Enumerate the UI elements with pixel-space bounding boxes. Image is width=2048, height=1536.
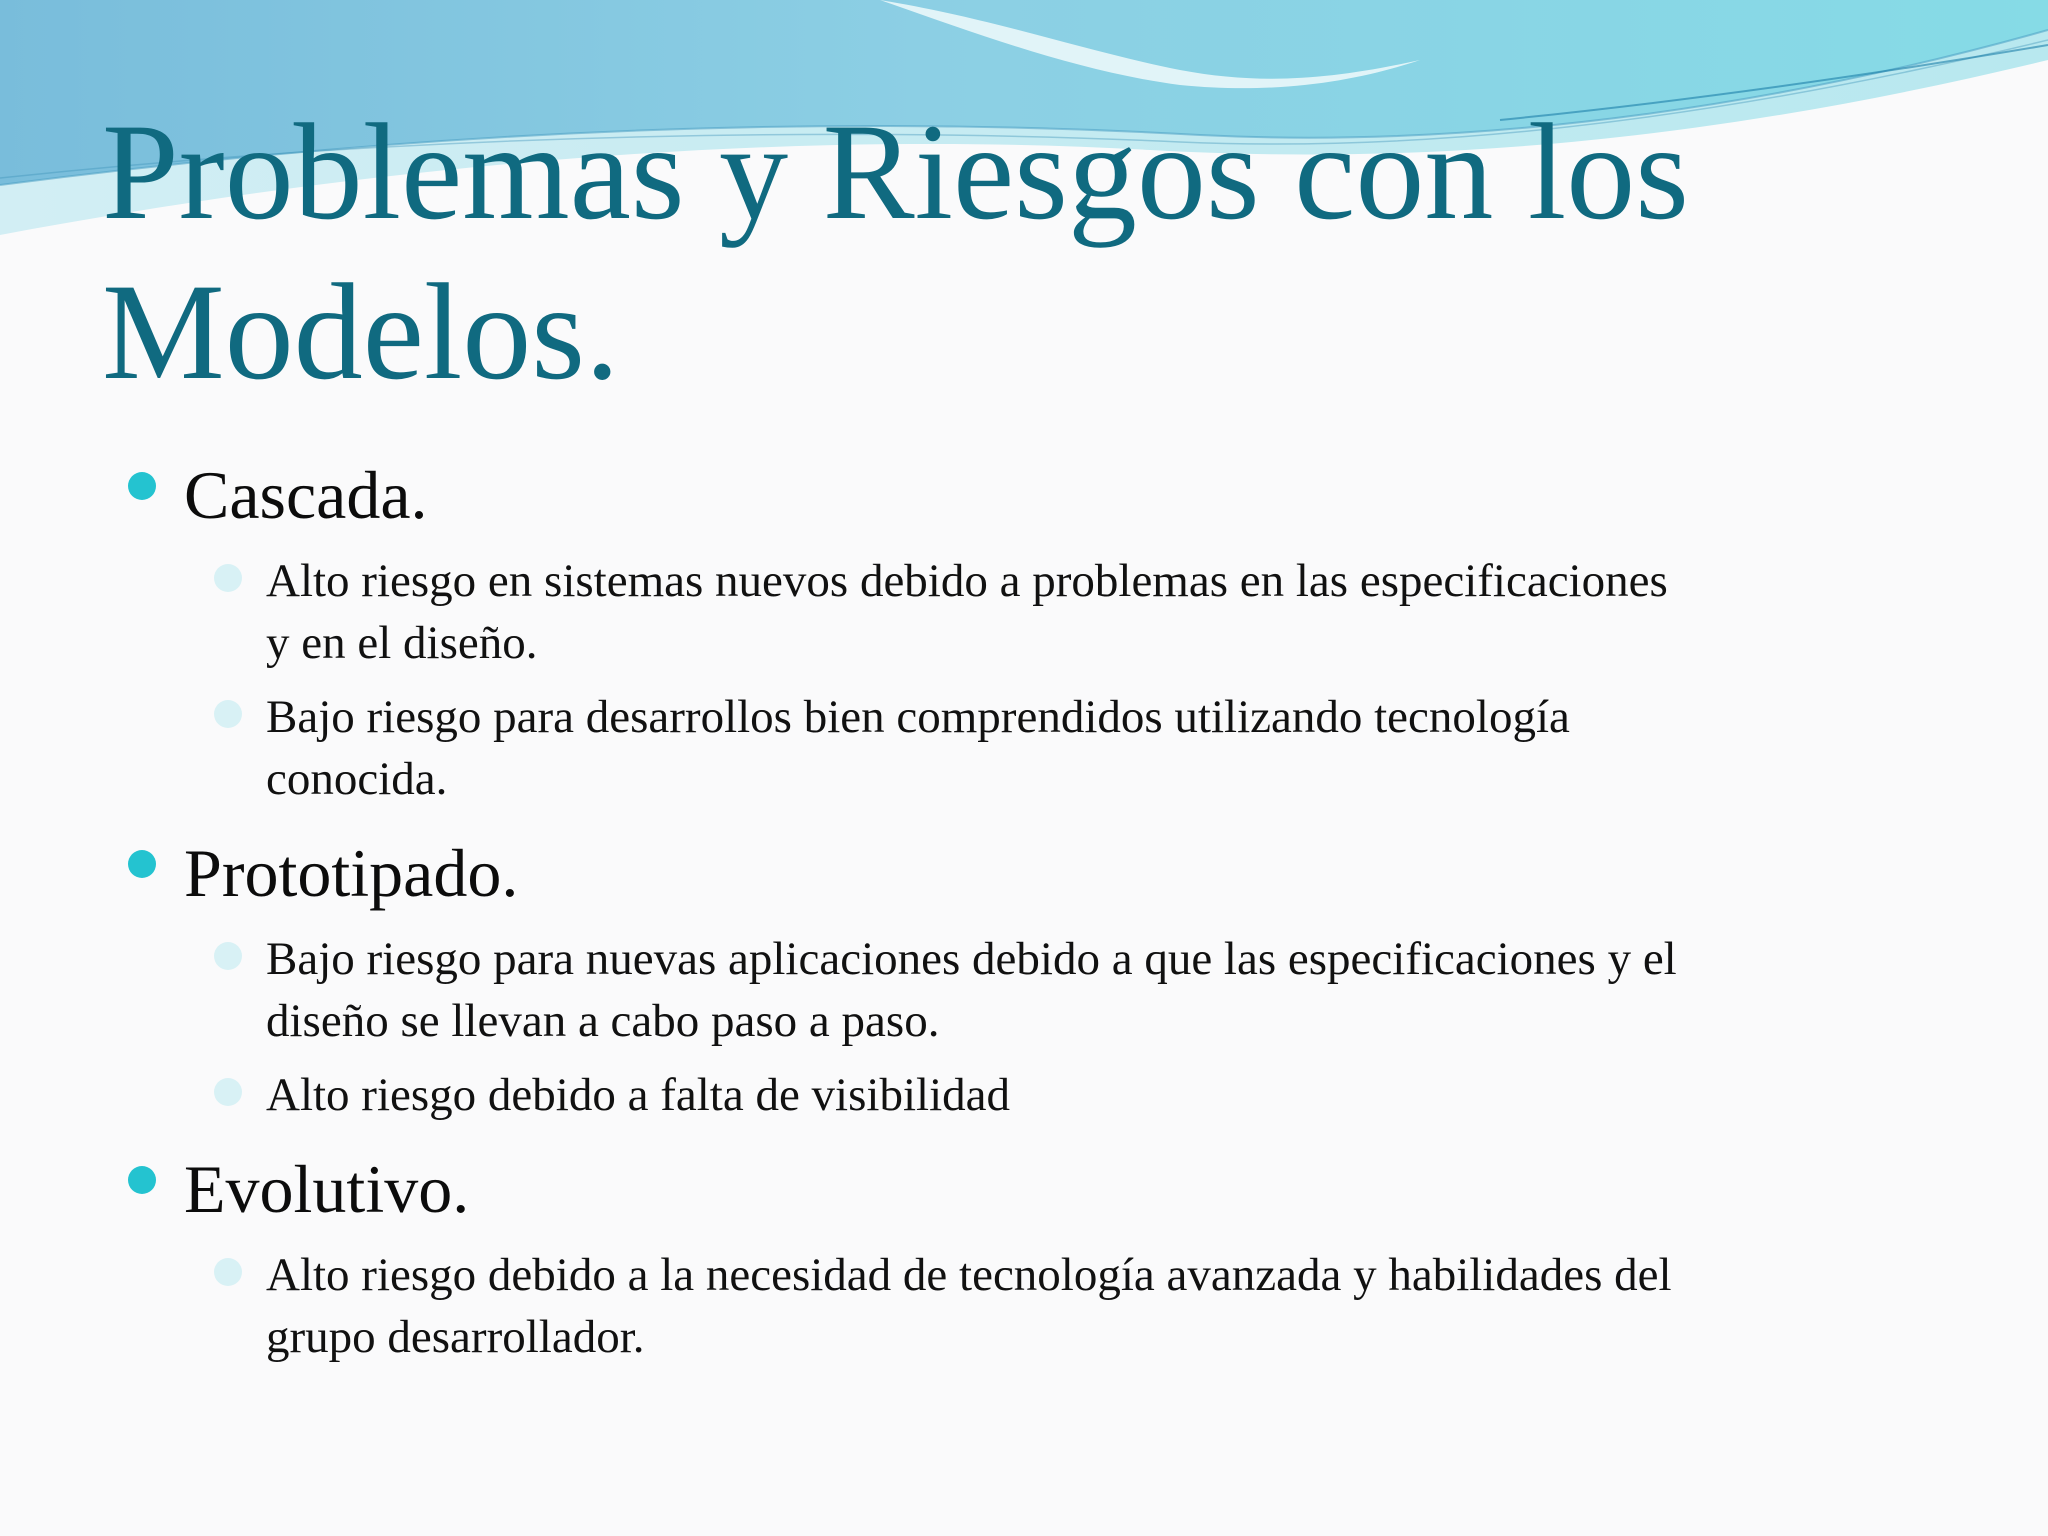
list-item bbox=[266, 686, 1966, 810]
sub-bullet-dot-icon bbox=[214, 700, 242, 728]
list-item-line: y en el diseño. bbox=[266, 617, 538, 669]
bullet-dot-icon bbox=[128, 1166, 156, 1194]
sub-bullet-dot-icon bbox=[214, 942, 242, 970]
list-item bbox=[266, 1244, 1966, 1368]
list-item bbox=[266, 1064, 1966, 1126]
title-line-2: Modelos. bbox=[102, 255, 620, 408]
sub-bullet-dot-icon bbox=[214, 1078, 242, 1106]
list-item-line: diseño se llevan a cabo paso a paso. bbox=[266, 995, 940, 1047]
list-item-line: Bajo riesgo para nuevas aplicaciones debido a que las especificaciones y el bbox=[266, 933, 1677, 985]
list-item-line: Alto riesgo debido a falta de visibilidad bbox=[266, 1069, 1010, 1121]
title-line-1: Problemas y Riesgos con los bbox=[102, 95, 1689, 248]
bullet-dot-icon bbox=[128, 850, 156, 878]
section-heading-evolutivo: Evolutivo. bbox=[184, 1151, 470, 1227]
list-item bbox=[266, 928, 1966, 1052]
list-item-line: Alto riesgo en sistemas nuevos debido a problemas en las especificaciones bbox=[266, 555, 1668, 607]
list-item-line: Bajo riesgo para desarrollos bien comprendidos utilizando tecnología bbox=[266, 691, 1570, 743]
list-item bbox=[266, 550, 1966, 674]
list-item-line: Alto riesgo debido a la necesidad de tecnología avanzada y habilidades del bbox=[266, 1249, 1672, 1301]
bullet-dot-icon bbox=[128, 472, 156, 500]
section-heading-prototipado: Prototipado. bbox=[184, 835, 519, 911]
section-heading-cascada: Cascada. bbox=[184, 457, 428, 533]
list-item-line: conocida. bbox=[266, 753, 448, 805]
sub-bullet-dot-icon bbox=[214, 1258, 242, 1286]
sub-bullet-dot-icon bbox=[214, 564, 242, 592]
list-item-line: grupo desarrollador. bbox=[266, 1311, 645, 1363]
